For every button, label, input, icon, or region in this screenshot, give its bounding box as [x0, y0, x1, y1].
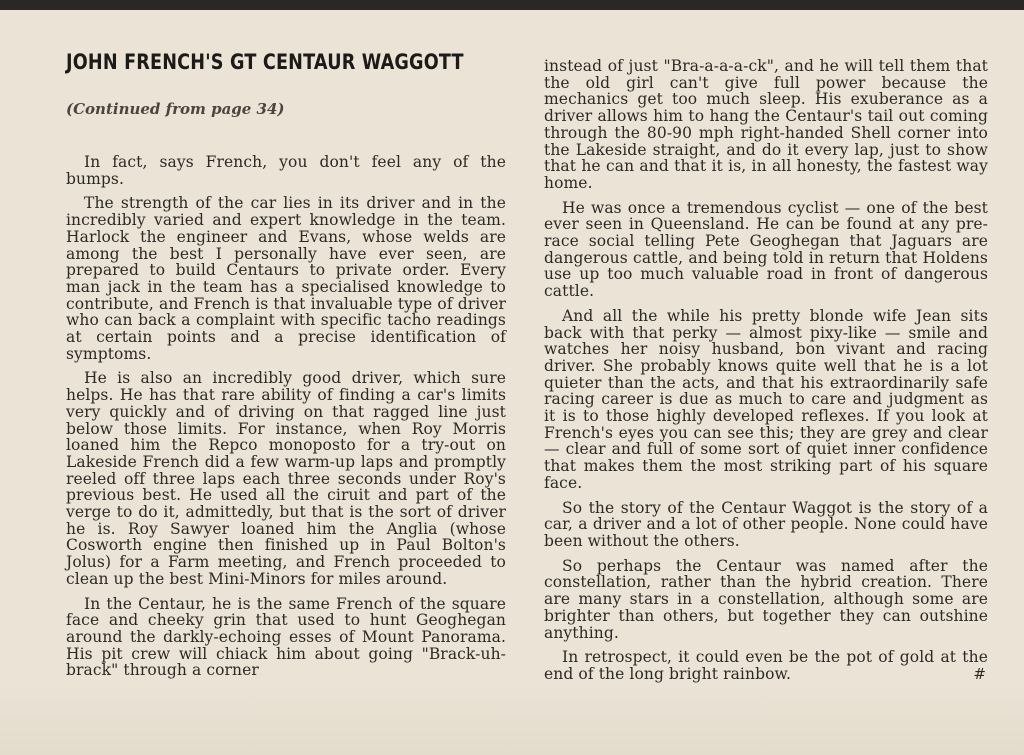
continued-note: (Continued from page 34) — [66, 100, 285, 118]
paragraph: He was once a tremendous cyclist — one of the best ever seen in Queensland. He can be found at any pre-race social telling Pete Geoghegan that Jaguars are dangerous cattle, and being told in return that Holdens use up too much valuable road in front of dangerous cattle. — [544, 198, 988, 301]
left-paragraphs — [66, 154, 506, 687]
paragraph: So perhaps the Centaur was named after the constellation, rather than the hybrid creation. There are many stars in a constellation, although some are brighter than others, but together they can outshine anything. — [544, 556, 988, 642]
paragraph: In fact, says French, you don't feel any of the bumps. — [66, 153, 506, 188]
article-title: JOHN FRENCH'S GT CENTAUR WAGGOTT — [66, 50, 464, 74]
right-paragraphs — [544, 58, 988, 691]
paragraph: In retrospect, it could even be the pot of gold at the end of the long bright rainbow. — [544, 648, 988, 683]
paragraph: instead of just "Bra-a-a-a-ck", and he will tell them that the old girl can't give full power because the mechanics get too much sleep. His exuberance as a driver allows him to hang the Centaur's tail out coming through the 80-90 mph right-handed Shell corner into the Lakeside straight, and do it every lap, just to show that he can and that it is, in all honesty, the fastest way home. — [544, 57, 988, 192]
paragraph: In the Centaur, he is the same French of the square face and cheeky grin that used to hunt Geoghegan around the darkly-echoing esses of Mount Panorama. His pit crew will chiack him about going "Brack-uh-brack" through a corner — [66, 594, 506, 680]
paragraph: So the story of the Centaur Waggot is the story of a car, a driver and a lot of other people. None could have been without the others. — [544, 498, 988, 550]
paragraph: The strength of the car lies in its driver and in the incredibly varied and expert knowledge in the team. Harlock the engineer and Evans, whose welds are among the best I personally have ever seen, are prepared to build Centaurs to private order. Every man jack in the team has a specialised knowledge to contribute, and French is that invaluable type of driver who can back a complaint with specific tacho readings at certain points and a precise identification of symptoms. — [66, 194, 506, 363]
paragraph: He is also an incredibly good driver, which sure helps. He has that rare ability of finding a car's limits very quickly and of driving on that ragged line just below those limits. For instance, when Roy Morris loaned him the Repco monoposto for a try-out on Lakeside French did a few warm-up laps and promptly reeled off three laps each three seconds under Roy's previous best. He used all the ciruit and part of the verge to do it, admittedly, but that is the sort of driver he is. Roy Sawyer loaned him the Anglia (whose Cosworth engine then finished up in Paul Bolton's Jolus) for a Farm meeting, and French proceeded to clean up the best Mini-Minors for miles around. — [66, 369, 506, 588]
magazine-page — [0, 10, 1024, 755]
paragraph: And all the while his pretty blonde wife Jean sits back with that perky — almost pixy-like — smile and watches her noisy husband, bon vivant and racing driver. She probably knows quite well that he is a lot quieter than the acts, and that his extraordinarily safe racing career is due as much to care and judgment as it is to those highly developed reflexes. If you look at French's eyes you can see this; they are grey and clear — clear and full of some sort of quiet inner confidence that makes them the most striking part of his square face. — [544, 306, 988, 492]
end-mark: # — [973, 664, 986, 683]
final-paragraph-wrapper — [544, 649, 988, 682]
